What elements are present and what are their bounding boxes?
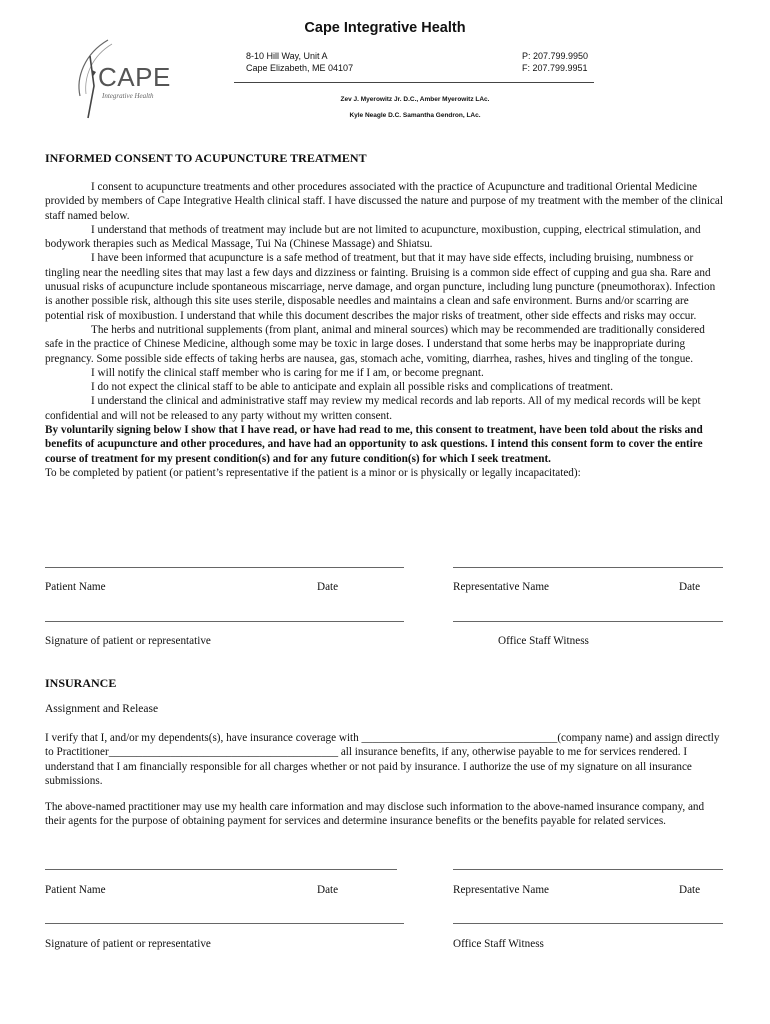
logo-subtext: Integrative Health (102, 92, 154, 100)
clinic-contact (522, 50, 588, 74)
signature-label: Signature of patient or representative (45, 635, 211, 647)
patient-name-label: Patient Name (45, 581, 106, 593)
insurance-representative-name-line[interactable] (453, 869, 723, 870)
insurance-patient-name-label: Patient Name (45, 884, 106, 896)
insurance-title: INSURANCE (45, 676, 117, 690)
consent-paragraph-2: I understand that methods of treatment may include but are not limited to acupuncture, moxibustion, cupping, electrical stimulation, and bodywork therapies such as Medical Massage, Tui Na (Chinese Massage) and Shiatsu. (45, 223, 701, 251)
representative-date-label: Date (679, 581, 701, 593)
consent-title: INFORMED CONSENT TO ACUPUNCTURE TREATMENT (45, 151, 367, 165)
consent-paragraph-5: I will notify the clinical staff member who is caring for me if I am, or become pregnant. (91, 366, 484, 379)
consent-paragraph-6: I do not expect the clinical staff to be able to anticipate and explain all possible risks and complications of treatment. (91, 381, 614, 394)
consent-paragraph-4: The herbs and nutritional supplements (from plant, animal and mineral sources) which may be recommended are traditionally considered safe in the practice of Chinese Medicine, although some may be toxic in large doses. I understand that some herbs may be inappropriate during pregnancy. Some possible side effects of taking herbs are nausea, gas, stomach ache, vomiting, diarrhea, rashes, hives and tingling of the tongue. (45, 323, 705, 365)
insurance-patient-name-line[interactable] (45, 869, 397, 870)
consent-acknowledgement: By voluntarily signing below I show that I have read, or have had read to me, this consent to treatment, have been told about the risks and benefits of acupuncture and other procedures, and have had an opportunity to ask questions. I intend this consent form to cover the entire course of treatment for my present condition(s) and for any future condition(s) for which I seek treatment. (45, 424, 703, 465)
insurance-signature-label: Signature of patient or representative (45, 938, 211, 950)
header-divider (234, 82, 594, 83)
insurance-signature-line[interactable] (45, 923, 404, 924)
insurance-paragraph-2: The above-named practitioner may use my health care information and may disclose such information to the above-named insurance company, and their agents for the purpose of obtaining payment for services and determine insurance benefits or the benefits payable for related services. (45, 801, 705, 828)
patient-date-label: Date (317, 581, 339, 593)
clinic-address (246, 50, 353, 74)
staff-line-2: Kyle Neagle D.C. Samantha Gendron, LAc. (349, 112, 481, 119)
representative-name-label: Representative Name (453, 581, 549, 593)
representative-name-line[interactable] (453, 567, 723, 568)
signature-line[interactable] (45, 621, 404, 622)
staff-line-1: Zev J. Myerowitz Jr. D.C., Amber Myerowitz LAc. (340, 96, 490, 103)
insurance-subtitle: Assignment and Release (45, 703, 159, 715)
insurance-witness-label: Office Staff Witness (453, 938, 544, 950)
address-line-1: 8-10 Hill Way, Unit A (246, 51, 328, 61)
insurance-patient-date-label: Date (317, 884, 339, 896)
organization-title: Cape Integrative Health (304, 20, 466, 36)
fax-number: F: 207.799.9951 (522, 63, 588, 73)
insurance-paragraph-1: I verify that I, and/or my dependents(s), have insurance coverage with ___________________________________(company name) and assign directly to Practitioner_________________________________________ all insurance benefits, if any, otherwise payable to me for services rendered. I understand that I am financially responsible for all charges whether or not paid by insurance. I authorize the use of my signature on all insurance submissions. (45, 732, 720, 787)
consent-paragraph-3: I have been informed that acupuncture is a safe method of treatment, but that it may have side effects, including bruising, numbness or tingling near the needling sites that may last a few days and dizziness or fainting. Bruising is a common side effect of cupping and gua sha. Rare and unusual risks of acupuncture include spontaneous miscarriage, nerve damage, and organ puncture, including lung puncture (pneumothorax). Infection is another possible risk, although this site uses sterile, disposable needles and maintains a clean and safe environment. Burns and/or scarring are potential risk of moxibustion. I understand that while this document describes the major risks of treatment, other side effects and risks may occur. (45, 252, 716, 322)
patient-name-line[interactable] (45, 567, 404, 568)
address-line-2: Cape Elizabeth, ME 04107 (246, 63, 354, 73)
consent-paragraph-7: I understand the clinical and administrative staff may review my medical records and lab reports. All of my medical records will be kept confidential and will not be released to any party without my written consent. (45, 395, 701, 422)
cape-logo (66, 26, 186, 126)
logo-text: CAPE (98, 62, 171, 92)
consent-paragraph-1: I consent to acupuncture treatments and other procedures associated with the practice of Acupuncture and traditional Oriental Medicine provided by members of Cape Integrative Health clinical staff. I have discussed the nature and purpose of my treatment with the member of the clinical staff named below. (45, 181, 723, 222)
logo-swoosh-icon (66, 26, 186, 126)
phone-number: P: 207.799.9950 (522, 51, 589, 61)
consent-completion-note: To be completed by patient (or patient’s representative if the patient is a minor or is physically or legally incapacitated): (45, 466, 581, 479)
insurance-representative-date-label: Date (679, 884, 701, 896)
insurance-representative-name-label: Representative Name (453, 884, 549, 896)
witness-line[interactable] (453, 621, 723, 622)
consent-body (45, 180, 725, 480)
office-witness-label: Office Staff Witness (498, 635, 589, 647)
insurance-witness-line[interactable] (453, 923, 723, 924)
